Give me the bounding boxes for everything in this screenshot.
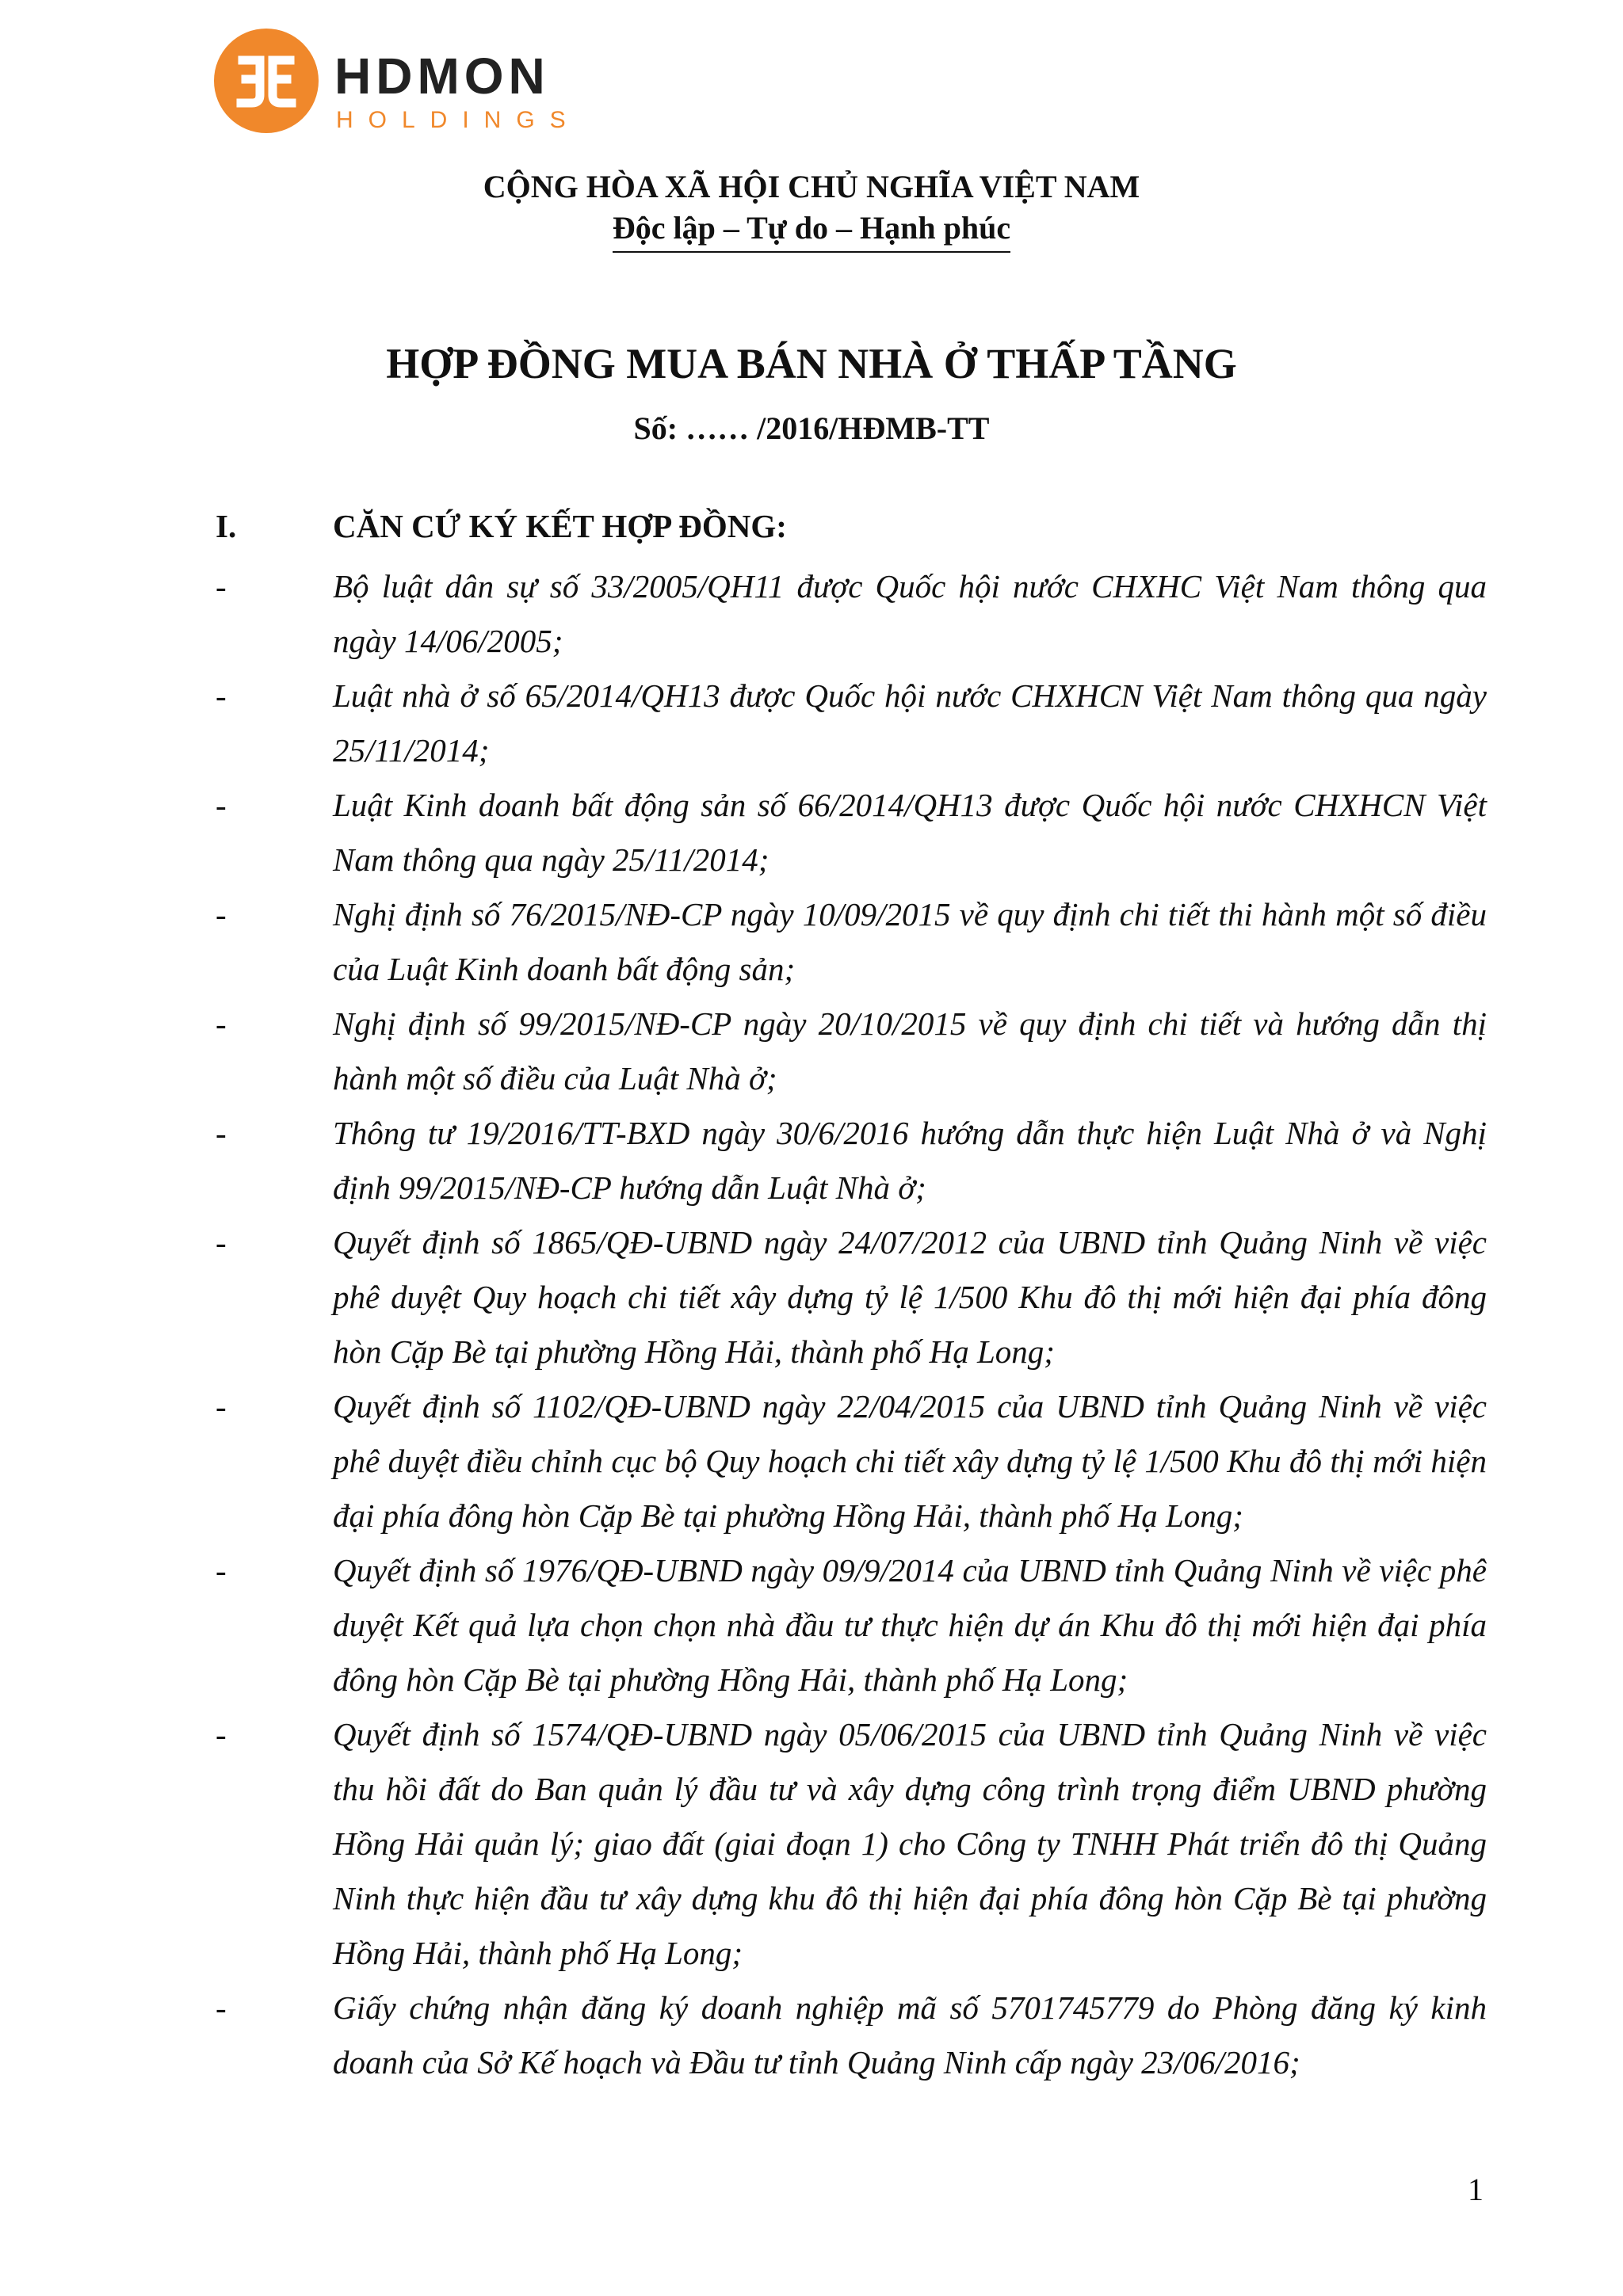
document-title: HỢP ĐỒNG MUA BÁN NHÀ Ở THẤP TẦNG <box>386 340 1237 387</box>
list-bullet: - <box>216 1388 227 1425</box>
logo-subtitle-text: HOLDINGS <box>336 107 581 133</box>
national-motto <box>0 209 1623 253</box>
logo-mark-icon <box>214 29 319 133</box>
list-item <box>216 1379 1487 1543</box>
list-item-text: Quyết định số 1865/QĐ-UBND ngày 24/07/2012 của UBND tỉnh Quảng Ninh về việc phê duyệt Quy hoạch chi tiết xây dựng tỷ lệ 1/500 Khu đô thị mới hiện đại phía đông hòn Cặp Bè tại phường Hồng Hải, thành phố Hạ Long; <box>333 1224 1487 1370</box>
list-bullet: - <box>216 787 227 823</box>
list-item <box>216 559 1487 669</box>
company-logo <box>214 29 626 139</box>
list-bullet: - <box>216 1005 227 1042</box>
list-item-text: Giấy chứng nhận đăng ký doanh nghiệp mã số 5701745779 do Phòng đăng ký kinh doanh của Sở Kế hoạch và Đầu tư tỉnh Quảng Ninh cấp ngày 23/06/2016; <box>333 1989 1487 2081</box>
list-item-text: Nghị định số 76/2015/NĐ-CP ngày 10/09/2015 về quy định chi tiết thi hành một số điều của Luật Kinh doanh bất động sản; <box>333 896 1487 987</box>
list-bullet: - <box>216 1716 227 1753</box>
list-item <box>216 887 1487 997</box>
list-bullet: - <box>216 1115 227 1151</box>
list-item-text: Quyết định số 1574/QĐ-UBND ngày 05/06/2015 của UBND tỉnh Quảng Ninh về việc thu hồi đất do Ban quản lý đầu tư và xây dựng công trình trọng điểm UBND phường Hồng Hải quản lý; giao đất (giai đoạn 1) cho Công ty TNHH Phát triển đô thị Quảng Ninh thực hiện đầu tư xây dựng khu đô thị hiện đại phía đông hòn Cặp Bè tại phường Hồng Hải, thành phố Hạ Long; <box>333 1716 1487 1971</box>
list-item <box>216 1543 1487 1707</box>
list-item-text: Nghị định số 99/2015/NĐ-CP ngày 20/10/2015 về quy định chi tiết và hướng dẫn thị hành một số điều của Luật Nhà ở; <box>333 1005 1487 1097</box>
legal-basis-list <box>216 559 1487 2090</box>
list-item-text: Luật nhà ở số 65/2014/QH13 được Quốc hội nước CHXHCN Việt Nam thông qua ngày 25/11/2014; <box>333 677 1487 769</box>
section-title: CĂN CỨ KÝ KẾT HỢP ĐỒNG: <box>333 508 787 544</box>
list-item-text: Luật Kinh doanh bất động sản số 66/2014/QH13 được Quốc hội nước CHXHCN Việt Nam thông qua ngày 25/11/2014; <box>333 787 1487 878</box>
page-number: 1 <box>1468 2172 1484 2207</box>
list-item-text: Thông tư 19/2016/TT-BXD ngày 30/6/2016 hướng dẫn thực hiện Luật Nhà ở và Nghị định 99/2015/NĐ-CP hướng dẫn Luật Nhà ở; <box>333 1115 1487 1206</box>
list-item-text: Quyết định số 1976/QĐ-UBND ngày 09/9/2014 của UBND tỉnh Quảng Ninh về việc phê duyệt Kết quả lựa chọn chọn nhà đầu tư thực hiện dự án Khu đô thị mới hiện đại phía đông hòn Cặp Bè tại phường Hồng Hải, thành phố Hạ Long; <box>333 1552 1487 1698</box>
list-bullet: - <box>216 568 227 605</box>
list-item <box>216 669 1487 778</box>
list-item <box>216 1981 1487 2090</box>
list-item <box>216 1106 1487 1215</box>
list-item-text: Quyết định số 1102/QĐ-UBND ngày 22/04/2015 của UBND tỉnh Quảng Ninh về việc phê duyệt điều chỉnh cục bộ Quy hoạch chi tiết xây dựng tỷ lệ 1/500 Khu đô thị mới hiện đại phía đông hòn Cặp Bè tại phường Hồng Hải, thành phố Hạ Long; <box>333 1388 1487 1534</box>
list-item <box>216 997 1487 1106</box>
list-bullet: - <box>216 1224 227 1261</box>
list-bullet: - <box>216 1552 227 1589</box>
list-item <box>216 1215 1487 1379</box>
list-bullet: - <box>216 896 227 933</box>
list-bullet: - <box>216 1989 227 2026</box>
list-item-text: Bộ luật dân sự số 33/2005/QH11 được Quốc hội nước CHXHC Việt Nam thông qua ngày 14/06/2005; <box>333 568 1487 659</box>
section-number: I. <box>216 508 237 544</box>
list-item <box>216 1707 1487 1981</box>
list-bullet: - <box>216 677 227 714</box>
logo-brand-text: HDMON <box>334 48 550 105</box>
nation-heading: CỘNG HÒA XÃ HỘI CHỦ NGHĨA VIỆT NAM <box>483 169 1140 204</box>
list-item <box>216 778 1487 887</box>
contract-number: Số: …… /2016/HĐMB-TT <box>633 410 990 446</box>
motto-text: Độc lập – Tự do – Hạnh phúc <box>613 209 1010 253</box>
